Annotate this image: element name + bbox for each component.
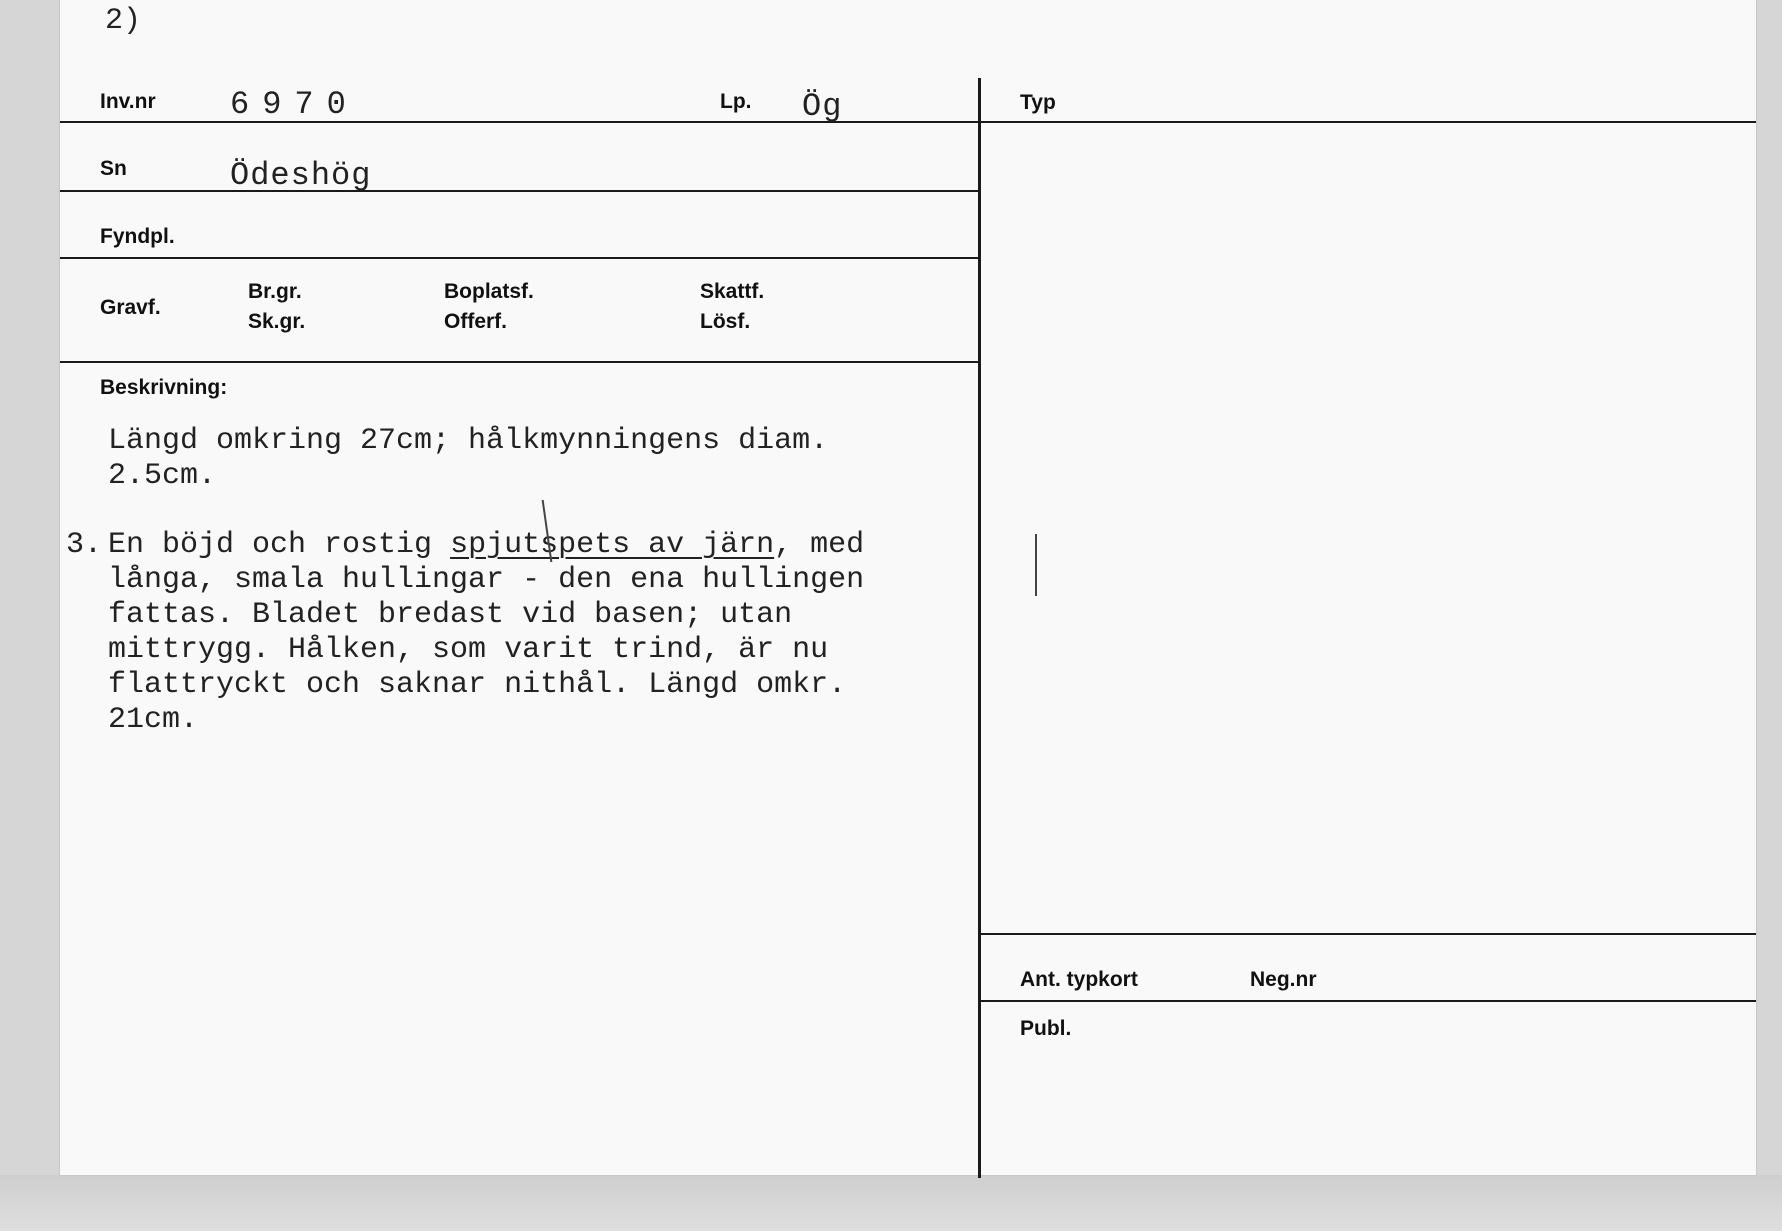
sn-value: Ödeshög: [230, 157, 372, 194]
description-line: Längd omkring 27cm; hålkmynningens diam.: [108, 424, 829, 458]
description-line: fattas. Bladet bredast vid basen; utan: [108, 598, 793, 632]
boplatsf-label: Boplatsf.: [444, 280, 534, 303]
underlined-object-name: spjutspets av järn: [450, 528, 775, 562]
lp-label: Lp.: [720, 90, 752, 113]
gravf-label: Gravf.: [100, 296, 161, 319]
description-part-1: [108, 424, 828, 494]
item-3-number: 3.: [66, 528, 103, 562]
description-line: mittrygg. Hålken, som varit trind, är nu: [108, 633, 829, 667]
lp-value: Ög: [802, 88, 843, 125]
card-corner-number: 2): [105, 4, 142, 38]
row-divider-sn: [60, 190, 978, 192]
description-line-1: En böjd och rostig spjutspets av järn, med: [108, 528, 865, 562]
ant-typkort-divider: [981, 1000, 1756, 1002]
row-divider-category: [60, 361, 978, 363]
typ-label: Typ: [1020, 91, 1056, 114]
br-gr-label: Br.gr.: [248, 280, 302, 303]
offerf-label: Offerf.: [444, 310, 507, 333]
ant-typkort-label: Ant. typkort: [1020, 968, 1138, 991]
margin-pencil-mark: [1035, 534, 1037, 596]
description-line: 2.5cm.: [108, 459, 217, 493]
row-divider-fyndpl: [60, 257, 978, 259]
item-3-description: [108, 528, 864, 738]
typ-divider: [981, 121, 1756, 123]
catalog-card: [60, 0, 1756, 1175]
column-divider: [978, 78, 981, 1178]
scan-background: [0, 1175, 1782, 1231]
description-line: långa, smala hullingar - den ena hullingen: [108, 563, 865, 597]
inv-nr-value: 6970: [230, 86, 359, 123]
description-line: 21cm.: [108, 703, 199, 737]
typ-box-bottom: [981, 933, 1756, 935]
fyndpl-label: Fyndpl.: [100, 225, 175, 248]
losf-label: Lösf.: [700, 310, 751, 333]
neg-nr-label: Neg.nr: [1250, 968, 1317, 991]
publ-label: Publ.: [1020, 1017, 1072, 1040]
description-line: flattryckt och saknar nithål. Längd omkr.: [108, 668, 847, 702]
sn-label: Sn: [100, 157, 127, 180]
inv-nr-label: Inv.nr: [100, 90, 156, 113]
sk-gr-label: Sk.gr.: [248, 310, 306, 333]
skattf-label: Skattf.: [700, 280, 765, 303]
beskrivning-label: Beskrivning:: [100, 376, 228, 399]
